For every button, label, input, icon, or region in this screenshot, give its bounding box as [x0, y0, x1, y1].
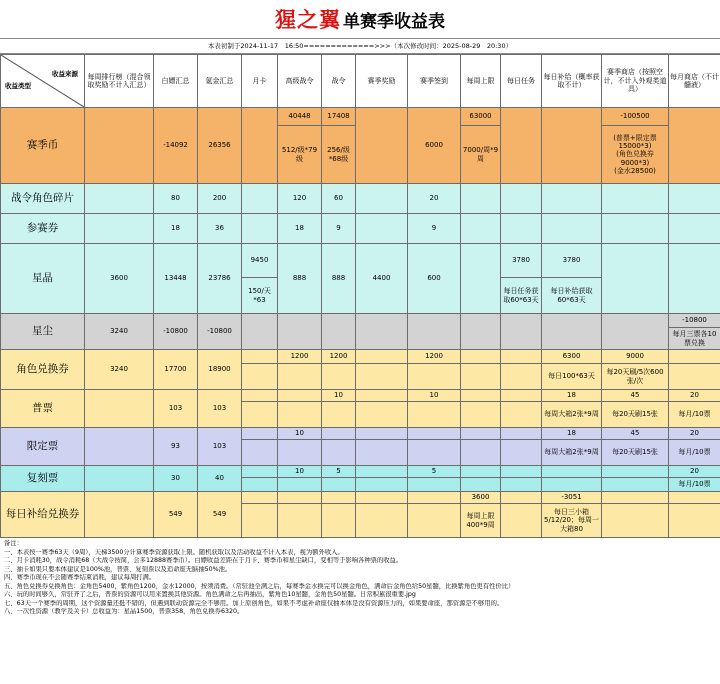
cell-buji-detail: 每日100*63天	[542, 364, 602, 390]
cell-renwu	[501, 184, 542, 214]
row-xingchen	[1, 314, 720, 328]
note-line: 六、玩的时间够久，常驻齐了之后，普票的资源可以用来置换其他资源。角色满命之后再抽出，紫角色10星髓，金角色50星髓。日常积累很重要.jpg	[4, 591, 416, 598]
cell-yue	[669, 108, 720, 184]
cell-zhanling-detail	[322, 440, 356, 466]
cell-shangxian	[461, 314, 501, 350]
cell-zhanling: 60	[322, 184, 356, 214]
cell-zhanling: 9	[322, 214, 356, 244]
header-shangxian: 每周上限	[461, 55, 501, 108]
cell-zhanling: 888	[322, 244, 356, 314]
cell-kejin: 103	[198, 390, 242, 428]
subtitle: 本表初制于2024-11-17 16:50=============>>>（本次修改时间：2025-08-29 20:30）	[0, 39, 720, 54]
cell-qiandao	[408, 314, 461, 350]
cell-baiao: -10800	[154, 314, 198, 350]
cell-yue	[669, 184, 720, 214]
cell-jiangli	[356, 390, 408, 402]
cell-paihang	[85, 184, 154, 214]
cell-zhanling-detail	[322, 402, 356, 428]
cell-kejin: 103	[198, 428, 242, 466]
cell-yueka-detail	[242, 478, 278, 492]
cell-shangdian-detail	[602, 504, 669, 538]
cell-renwu-detail: 每日任务获取60*63天	[501, 278, 542, 314]
cell-renwu	[501, 314, 542, 350]
cell-baiao: -14092	[154, 108, 198, 184]
cell-shangxian	[461, 184, 501, 214]
diagonal-line	[1, 55, 84, 107]
cell-shangdian-detail: (普票+限定票15000*3) (角色兑换券9000*3) (金水28500)	[602, 126, 669, 184]
note-line: 五、角色兑换券兑换角色：金角色5400，紫角色1200，金水12000，按须消费。（常驻池全满之后，每赛季金水换完可以换金角色，满命后金角色给50星髓，比换紫角色更有性价比）	[4, 582, 515, 590]
cell-buji: -3051	[542, 492, 602, 504]
cell-shangdian	[602, 214, 669, 244]
cell-renwu	[501, 390, 542, 402]
cell-gaoji: 10	[278, 428, 322, 440]
cell-paihang	[85, 428, 154, 466]
cell-baiao: 13448	[154, 244, 198, 314]
row-juese	[1, 350, 720, 364]
cell-jiangli	[356, 350, 408, 364]
cell-renwu	[501, 466, 542, 478]
cell-paihang	[85, 466, 154, 492]
cell-jiangli: 4400	[356, 244, 408, 314]
cell-qiandao	[408, 428, 461, 440]
cell-renwu-detail	[501, 402, 542, 428]
cell-buji-detail: 每周大箱2张*9周	[542, 440, 602, 466]
cell-yue-detail	[669, 364, 720, 390]
cell-paihang	[85, 390, 154, 428]
row-pupiao	[1, 390, 720, 402]
cell-shangdian-detail: 每20天刷15张	[602, 440, 669, 466]
cell-renwu	[501, 428, 542, 440]
cell-yueka	[242, 214, 278, 244]
row-label: 赛季币	[1, 108, 85, 184]
cell-zhanling-detail	[322, 478, 356, 492]
cell-zhanling-detail	[322, 504, 356, 538]
cell-qiandao-detail	[408, 364, 461, 390]
cell-shangxian-detail	[461, 478, 501, 492]
cell-gaoji-detail	[278, 364, 322, 390]
cell-renwu	[501, 492, 542, 504]
cell-paihang	[85, 492, 154, 538]
cell-renwu-detail	[501, 440, 542, 466]
cell-baiao: 80	[154, 184, 198, 214]
cell-zhanling: 1200	[322, 350, 356, 364]
cell-renwu	[501, 214, 542, 244]
cell-yue	[669, 350, 720, 364]
cell-jiangli	[356, 214, 408, 244]
cell-qiandao-detail	[408, 402, 461, 428]
cell-jiangli	[356, 492, 408, 504]
cell-buji	[542, 466, 602, 478]
cell-gaoji: 120	[278, 184, 322, 214]
cell-yue	[669, 492, 720, 504]
cell-baiao: 549	[154, 492, 198, 538]
cell-shangxian-detail	[461, 440, 501, 466]
cell-qiandao: 9	[408, 214, 461, 244]
row-label: 星晶	[1, 244, 85, 314]
header-shangdian: 赛季商店（按照空计，不计入外观类道具）	[602, 55, 669, 108]
row-label: 角色兑换券	[1, 350, 85, 390]
cell-yueka-detail: 150/天*63	[242, 278, 278, 314]
cell-gaoji: 888	[278, 244, 322, 314]
cell-yue: -10800	[669, 314, 720, 328]
header-zhanling: 战令	[322, 55, 356, 108]
cell-kejin: 23786	[198, 244, 242, 314]
cell-qiandao: 20	[408, 184, 461, 214]
cell-gaoji	[278, 492, 322, 504]
cell-qiandao: 600	[408, 244, 461, 314]
cell-shangxian-detail: 7000/周*9周	[461, 126, 501, 184]
header-yueka: 月卡	[242, 55, 278, 108]
cell-buji-detail: 每日补给获取60*63天	[542, 278, 602, 314]
cell-qiandao	[408, 492, 461, 504]
cell-zhanling	[322, 314, 356, 350]
cell-gaoji: 40448	[278, 108, 322, 126]
cell-shangxian	[461, 244, 501, 314]
cell-gaoji-detail: 512/级*79级	[278, 126, 322, 184]
cell-baiao: 93	[154, 428, 198, 466]
cell-yue-detail: 每月/10票	[669, 478, 720, 492]
cell-yueka-detail	[242, 364, 278, 390]
cell-yue	[669, 214, 720, 244]
note-line: 四、赛季币现在不会随赛季结束消耗，建议每周打满。	[4, 574, 156, 581]
header-row	[1, 55, 720, 108]
cell-shangdian-detail: 每20天刷15张	[602, 402, 669, 428]
cell-paihang: 3240	[85, 350, 154, 390]
cell-buji-detail: 每周大箱2张*9周	[542, 402, 602, 428]
cell-jiangli	[356, 428, 408, 440]
header-gaoji: 高级战令	[278, 55, 322, 108]
cell-buji	[542, 108, 602, 184]
row-zhanling-frag	[1, 184, 720, 214]
cell-jiangli-detail	[356, 440, 408, 466]
cell-jiangli	[356, 108, 408, 184]
cell-yue	[669, 244, 720, 314]
cell-zhanling: 10	[322, 390, 356, 402]
cell-baiao: 103	[154, 390, 198, 428]
cell-renwu	[501, 108, 542, 184]
row-xingjing	[1, 244, 720, 278]
cell-buji: 6300	[542, 350, 602, 364]
cell-buji-detail: 每日三小箱5/12/20；每周一大箱80	[542, 504, 602, 538]
cell-zhanling-detail: 256/级*68级	[322, 126, 356, 184]
cell-yueka	[242, 492, 278, 504]
cell-shangdian	[602, 492, 669, 504]
cell-yueka: 9450	[242, 244, 278, 278]
cell-shangdian-detail	[602, 478, 669, 492]
cell-qiandao: 6000	[408, 108, 461, 184]
cell-baiao: 18	[154, 214, 198, 244]
cell-buji	[542, 314, 602, 350]
cell-paihang	[85, 108, 154, 184]
header-qiandao: 赛季签到	[408, 55, 461, 108]
header-renwu: 每日任务	[501, 55, 542, 108]
cell-kejin: -10800	[198, 314, 242, 350]
cell-gaoji-detail	[278, 478, 322, 492]
cell-jiangli	[356, 314, 408, 350]
cell-shangdian-detail: 每20天刷/5次600张/次	[602, 364, 669, 390]
cell-yueka	[242, 108, 278, 184]
row-label: 星尘	[1, 314, 85, 350]
cell-yue: 20	[669, 428, 720, 440]
header-buji: 每日补给（概率获取不计）	[542, 55, 602, 108]
cell-shangxian: 63000	[461, 108, 501, 126]
cell-buji: 3780	[542, 244, 602, 278]
cell-zhanling: 5	[322, 466, 356, 478]
row-label: 参赛券	[1, 214, 85, 244]
cell-gaoji: 18	[278, 214, 322, 244]
note-line: 七、63天一个赛季的周期，这个资源量还挺不错的，但遇到联动资源完全不够用。加上原创角色，如果不考虑补命座仅抽本体是没有资源压力的，如果要命座，那资源是不够用的。	[4, 599, 504, 607]
cell-qiandao-detail	[408, 478, 461, 492]
cell-shangdian: -100500	[602, 108, 669, 126]
cell-yueka	[242, 350, 278, 364]
cell-kejin: 18900	[198, 350, 242, 390]
cell-jiangli-detail	[356, 364, 408, 390]
cell-shangxian	[461, 214, 501, 244]
cell-qiandao: 5	[408, 466, 461, 478]
cell-buji	[542, 184, 602, 214]
income-table	[0, 54, 720, 538]
cell-shangdian: 45	[602, 428, 669, 440]
cell-qiandao: 1200	[408, 350, 461, 364]
cell-yueka	[242, 466, 278, 478]
cell-yueka	[242, 390, 278, 402]
cell-gaoji-detail	[278, 440, 322, 466]
cell-shangdian	[602, 314, 669, 350]
row-canshi	[1, 214, 720, 244]
cell-renwu	[501, 350, 542, 364]
cell-yue: 20	[669, 390, 720, 402]
cell-yue-detail: 每月三票各10票兑换	[669, 328, 720, 350]
cell-shangxian	[461, 428, 501, 440]
cell-paihang: 3240	[85, 314, 154, 350]
cell-kejin: 26356	[198, 108, 242, 184]
cell-qiandao-detail	[408, 504, 461, 538]
cell-shangxian: 3600	[461, 492, 501, 504]
cell-buji	[542, 214, 602, 244]
row-label: 每日补给兑换券	[1, 492, 85, 538]
note-line: 八、一次性资源（教学及关卡）总收益为：星晶1500，普票358，角色兑换券6320。	[4, 608, 244, 615]
cell-shangdian	[602, 244, 669, 314]
row-label: 战令角色碎片	[1, 184, 85, 214]
cell-renwu: 3780	[501, 244, 542, 278]
corner-bottom-left: 收益类型	[5, 82, 31, 91]
cell-jiangli-detail	[356, 402, 408, 428]
cell-jiangli-detail	[356, 504, 408, 538]
row-xianding	[1, 428, 720, 440]
cell-shangxian	[461, 466, 501, 478]
cell-buji-detail	[542, 478, 602, 492]
cell-shangxian	[461, 390, 501, 402]
row-meiri	[1, 492, 720, 504]
cell-shangxian-detail	[461, 402, 501, 428]
cell-yueka	[242, 428, 278, 440]
cell-kejin: 40	[198, 466, 242, 492]
cell-zhanling: 17408	[322, 108, 356, 126]
corner-cell	[1, 55, 85, 108]
cell-yueka-detail	[242, 440, 278, 466]
cell-gaoji	[278, 314, 322, 350]
note-line: 三、抽卡如果只要本体建议是100%池，普票、复刻票以及追命座无脑抽50%池。	[4, 565, 232, 573]
notes-label: 备注：	[4, 540, 23, 547]
title-rest: 单赛季收益表	[343, 11, 445, 32]
cell-gaoji-detail	[278, 402, 322, 428]
cell-zhanling	[322, 428, 356, 440]
note-line: 二、月卡消耗30，战令消耗68（大战令按简，会多12888赛季币）。白嫖收益差距在于月卡、赛季币和星尘缺口，变相等于影响各种票的收益。	[4, 557, 403, 564]
cell-jiangli	[356, 184, 408, 214]
cell-yue: 20	[669, 466, 720, 478]
cell-buji: 18	[542, 428, 602, 440]
cell-yue-detail	[669, 504, 720, 538]
corner-top-right: 收益来源	[52, 70, 78, 78]
cell-renwu-detail	[501, 364, 542, 390]
cell-zhanling	[322, 492, 356, 504]
cell-shangdian: 9000	[602, 350, 669, 364]
cell-yueka-detail	[242, 402, 278, 428]
row-label: 复刻票	[1, 466, 85, 492]
cell-gaoji: 1200	[278, 350, 322, 364]
cell-renwu-detail	[501, 504, 542, 538]
cell-qiandao-detail	[408, 440, 461, 466]
cell-shangdian: 45	[602, 390, 669, 402]
cell-renwu-detail	[501, 478, 542, 492]
header-paihang: 每周排行榜（混合领取奖励不计入汇总）	[85, 55, 154, 108]
cell-kejin: 200	[198, 184, 242, 214]
cell-baiao: 30	[154, 466, 198, 492]
cell-paihang: 3600	[85, 244, 154, 314]
cell-shangxian-detail: 每周上限400*9周	[461, 504, 501, 538]
row-label: 限定票	[1, 428, 85, 466]
cell-kejin: 36	[198, 214, 242, 244]
cell-shangdian	[602, 184, 669, 214]
cell-jiangli	[356, 466, 408, 478]
row-label: 普票	[1, 390, 85, 428]
cell-jiangli-detail	[356, 478, 408, 492]
cell-yue-detail: 每月/10票	[669, 440, 720, 466]
cell-yueka	[242, 314, 278, 350]
header-kejin: 氪金汇总	[198, 55, 242, 108]
page-title	[0, 0, 720, 39]
cell-shangdian	[602, 466, 669, 478]
note-line: 一、本表按一赛季63天（9周），天梯3500分计算赛季资源获取上限。随机获取以及活动收益不计入本表，视为额外收入。	[4, 548, 344, 556]
cell-shangxian-detail	[461, 364, 501, 390]
cell-buji: 18	[542, 390, 602, 402]
cell-yueka-detail	[242, 504, 278, 538]
cell-yueka	[242, 184, 278, 214]
header-baiao: 白嫖汇总	[154, 55, 198, 108]
cell-baiao: 17700	[154, 350, 198, 390]
title-brand: 猩之翼	[275, 8, 341, 32]
cell-qiandao: 10	[408, 390, 461, 402]
cell-yue-detail: 每月/10票	[669, 402, 720, 428]
cell-paihang	[85, 214, 154, 244]
cell-gaoji-detail	[278, 504, 322, 538]
cell-gaoji: 10	[278, 466, 322, 478]
cell-zhanling-detail	[322, 364, 356, 390]
row-fuke	[1, 466, 720, 478]
cell-gaoji	[278, 390, 322, 402]
row-saijibi	[1, 108, 720, 126]
header-jiangli: 赛季奖励	[356, 55, 408, 108]
notes-section	[0, 538, 720, 617]
cell-kejin: 549	[198, 492, 242, 538]
header-yue: 每月商店（不计髓液）	[669, 55, 720, 108]
cell-shangxian	[461, 350, 501, 364]
